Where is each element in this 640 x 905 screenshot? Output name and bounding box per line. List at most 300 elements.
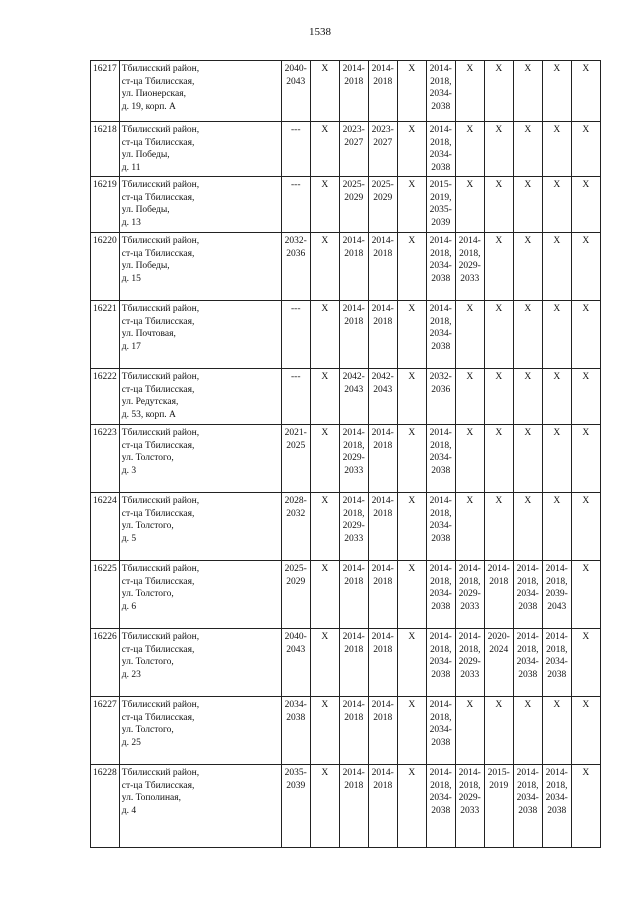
address-line: д. 3 — [121, 465, 137, 476]
schedule-cell — [484, 61, 513, 122]
address-line: ст-ца Тбилисская, — [121, 644, 195, 655]
address-line: ул. Победы, — [121, 150, 170, 161]
schedule-cell — [339, 233, 368, 301]
schedule-value: X — [524, 700, 532, 710]
schedule-value: 2038 — [431, 533, 451, 544]
schedule-cell — [571, 61, 600, 122]
schedule-value: X — [408, 496, 416, 506]
schedule-value: 2023- — [371, 125, 394, 135]
schedule-value: 2014- — [371, 768, 394, 778]
schedule-value: 2038 — [431, 162, 451, 173]
schedule-value: 2034- — [284, 700, 307, 710]
schedule-value: X — [321, 496, 329, 506]
schedule-value: 2018 — [373, 508, 393, 519]
schedule-value: 2035- — [284, 768, 307, 778]
schedule-value: 2018 — [373, 76, 393, 87]
schedule-value: X — [321, 180, 329, 190]
address-cell — [119, 233, 281, 301]
schedule-value: 2014- — [371, 496, 394, 506]
address-line: ул. Толстого, — [121, 453, 174, 464]
schedule-value: 2029 — [373, 192, 393, 203]
schedule-value: X — [408, 304, 416, 314]
schedule-cell — [310, 301, 339, 369]
schedule-value: 2034- — [429, 261, 452, 272]
schedule-value: 2014- — [545, 632, 568, 642]
schedule-value: X — [466, 496, 474, 506]
schedule-value: X — [408, 564, 416, 574]
row-number-cell: 16220 — [91, 233, 120, 301]
schedule-cell — [397, 425, 426, 493]
schedule-cell — [339, 61, 368, 122]
row-number-cell: 16225 — [91, 561, 120, 629]
schedule-cell — [368, 561, 397, 629]
schedule-value: X — [582, 236, 590, 246]
schedule-cell — [339, 493, 368, 561]
schedule-cell — [397, 493, 426, 561]
schedule-cell — [368, 177, 397, 233]
schedule-value: 2034- — [429, 521, 452, 532]
schedule-cell — [571, 765, 600, 848]
schedule-value: 2034- — [516, 657, 539, 668]
schedule-value: 2014- — [458, 564, 481, 574]
schedule-value: X — [524, 304, 532, 314]
schedule-cell — [542, 493, 571, 561]
schedule-value: 2018, — [430, 576, 452, 587]
schedule-value: X — [408, 236, 416, 246]
schedule-value: 2018, — [546, 576, 568, 587]
address-line: Тбилисский район, — [121, 700, 200, 710]
address-cell — [119, 765, 281, 848]
schedule-cell — [397, 177, 426, 233]
schedule-cell — [571, 369, 600, 425]
schedule-value: X — [553, 700, 561, 710]
schedule-value: 2029 — [286, 576, 306, 587]
schedule-value: 2018, — [546, 780, 568, 791]
schedule-value: 2033 — [460, 669, 480, 680]
schedule-value: X — [495, 372, 503, 382]
schedule-value: 2018 — [373, 248, 393, 259]
address-line: ул. Толстого, — [121, 589, 174, 600]
schedule-value: 2038 — [547, 669, 567, 680]
schedule-value: X — [408, 700, 416, 710]
schedule-value: 2038 — [518, 805, 538, 816]
schedule-value: X — [495, 304, 503, 314]
address-line: д. 17 — [121, 341, 141, 352]
schedule-cell — [571, 301, 600, 369]
schedule-value: X — [495, 700, 503, 710]
schedule-value: X — [495, 236, 503, 246]
schedule-value: 2043 — [344, 384, 364, 395]
schedule-value: 2018, — [430, 440, 452, 451]
row-number-cell: 16224 — [91, 493, 120, 561]
schedule-value: X — [495, 496, 503, 506]
schedule-value: 2019 — [489, 780, 509, 791]
address-line: ст-ца Тбилисская, — [121, 576, 195, 587]
table-row — [91, 61, 601, 122]
schedule-cell — [513, 561, 542, 629]
schedule-cell — [513, 233, 542, 301]
schedule-cell — [310, 233, 339, 301]
schedule-value: 2033 — [460, 601, 480, 612]
schedule-cell — [339, 177, 368, 233]
schedule-cell — [368, 425, 397, 493]
schedule-cell — [426, 122, 455, 177]
schedule-value: 2033 — [460, 805, 480, 816]
schedule-value: 2038 — [431, 101, 451, 112]
schedule-value: 2018 — [344, 316, 364, 327]
schedule-cell — [339, 765, 368, 848]
address-line: ст-ца Тбилисская, — [121, 76, 195, 87]
address-line: ул. Победы, — [121, 261, 170, 272]
schedule-value: 2024 — [489, 644, 509, 655]
schedule-value: 2018, — [459, 248, 481, 259]
schedule-value: 2033 — [344, 533, 364, 544]
schedule-cell — [455, 301, 484, 369]
address-line: ул. Тополиная, — [121, 793, 181, 804]
schedule-value: X — [408, 180, 416, 190]
schedule-value: X — [466, 304, 474, 314]
schedule-cell — [513, 301, 542, 369]
schedule-cell — [455, 765, 484, 848]
address-cell — [119, 369, 281, 425]
schedule-value: X — [408, 632, 416, 642]
schedule-value: 2018, — [430, 712, 452, 723]
schedule-value: 2018, — [430, 316, 452, 327]
address-line: д. 11 — [121, 162, 141, 173]
page-number: 1538 — [309, 26, 331, 38]
address-line: ст-ца Тбилисская, — [121, 780, 195, 791]
schedule-value: 2018 — [344, 248, 364, 259]
schedule-value: X — [321, 236, 329, 246]
schedule-value: 2034- — [429, 793, 452, 804]
address-cell — [119, 561, 281, 629]
schedule-value: --- — [291, 372, 301, 382]
schedule-value: 2014- — [429, 64, 452, 74]
schedule-cell — [426, 629, 455, 697]
schedule-value: 2032 — [286, 508, 306, 519]
schedule-cell — [542, 177, 571, 233]
schedule-value: 2018 — [489, 576, 509, 587]
schedule-value: 2018, — [430, 644, 452, 655]
schedule-value: 2014- — [342, 632, 365, 642]
schedule-value: 2015- — [487, 768, 510, 778]
address-line: ст-ца Тбилисская, — [121, 248, 195, 259]
row-number-cell: 16228 — [91, 765, 120, 848]
table-row — [91, 425, 601, 493]
schedule-cell — [426, 301, 455, 369]
schedule-cell — [455, 493, 484, 561]
schedule-value: 2038 — [431, 341, 451, 352]
schedule-value: 2038 — [431, 273, 451, 284]
schedule-value: 2029- — [342, 521, 365, 532]
schedule-value: 2018 — [373, 712, 393, 723]
schedule-value: X — [408, 428, 416, 438]
table-body — [91, 61, 601, 848]
schedule-value: 2025 — [286, 440, 306, 451]
schedule-value: 2029- — [342, 453, 365, 464]
schedule-value: 2018, — [430, 248, 452, 259]
schedule-value: 2034- — [545, 657, 568, 668]
schedule-value: 2014- — [342, 304, 365, 314]
schedule-value: 2018, — [343, 440, 365, 451]
schedule-value: 2043 — [373, 384, 393, 395]
schedule-cell — [513, 425, 542, 493]
address-cell — [119, 425, 281, 493]
schedule-cell — [368, 369, 397, 425]
schedule-value: 2014- — [342, 496, 365, 506]
address-line: Тбилисский район, — [121, 125, 200, 135]
schedule-value: 2014- — [429, 700, 452, 710]
schedule-value: 2032- — [284, 236, 307, 246]
schedule-cell — [368, 61, 397, 122]
schedule-value: X — [582, 428, 590, 438]
schedule-value: 2014- — [429, 236, 452, 246]
schedule-value: 2018 — [344, 76, 364, 87]
schedule-cell — [310, 61, 339, 122]
schedule-value: X — [582, 564, 590, 574]
schedule-cell — [455, 122, 484, 177]
schedule-cell — [571, 425, 600, 493]
schedule-cell — [513, 697, 542, 765]
schedule-value: X — [321, 125, 329, 135]
schedule-cell — [571, 233, 600, 301]
schedule-value: X — [321, 64, 329, 74]
address-line: д. 13 — [121, 217, 141, 228]
schedule-cell — [310, 122, 339, 177]
address-cell — [119, 122, 281, 177]
schedule-cell — [542, 561, 571, 629]
schedule-value: --- — [291, 125, 301, 135]
schedule-value: 2014- — [429, 304, 452, 314]
schedule-value: 2018 — [344, 712, 364, 723]
schedule-cell — [339, 561, 368, 629]
schedule-value: 2036 — [286, 248, 306, 259]
schedule-value: 2028- — [284, 496, 307, 506]
schedule-value: 2029- — [458, 657, 481, 668]
schedule-value: X — [321, 632, 329, 642]
schedule-value: 2034- — [429, 150, 452, 161]
schedule-value: 2014- — [371, 64, 394, 74]
schedule-value: 2021- — [284, 428, 307, 438]
schedule-cell — [426, 369, 455, 425]
schedule-value: X — [524, 236, 532, 246]
schedule-cell — [542, 629, 571, 697]
schedule-value: X — [524, 180, 532, 190]
schedule-cell — [310, 177, 339, 233]
schedule-cell — [513, 369, 542, 425]
address-line: д. 23 — [121, 669, 141, 680]
address-line: ст-ца Тбилисская, — [121, 508, 195, 519]
schedule-value: X — [321, 372, 329, 382]
schedule-cell — [397, 61, 426, 122]
schedule-cell — [281, 177, 310, 233]
schedule-value: 2023- — [342, 125, 365, 135]
schedule-value: X — [321, 564, 329, 574]
schedule-value: 2034- — [429, 453, 452, 464]
schedule-value: X — [466, 64, 474, 74]
address-line: ст-ца Тбилисская, — [121, 316, 195, 327]
address-line: Тбилисский район, — [121, 304, 200, 314]
schedule-cell — [310, 697, 339, 765]
schedule-value: X — [321, 768, 329, 778]
schedule-cell — [513, 765, 542, 848]
address-line: д. 5 — [121, 533, 137, 544]
schedule-value: 2014- — [429, 428, 452, 438]
schedule-value: X — [408, 768, 416, 778]
schedule-value: X — [553, 64, 561, 74]
schedule-cell — [397, 233, 426, 301]
schedule-cell — [513, 61, 542, 122]
schedule-cell — [310, 425, 339, 493]
schedule-cell — [397, 301, 426, 369]
schedule-value: X — [321, 700, 329, 710]
schedule-value: 2014- — [342, 236, 365, 246]
schedule-value: 2032- — [429, 372, 452, 382]
schedule-cell — [281, 425, 310, 493]
schedule-cell — [397, 561, 426, 629]
schedule-value: 2014- — [458, 768, 481, 778]
schedule-cell — [339, 629, 368, 697]
table-row — [91, 177, 601, 233]
table-row — [91, 233, 601, 301]
table-row — [91, 561, 601, 629]
address-line: Тбилисский район, — [121, 236, 200, 246]
schedule-value: X — [466, 125, 474, 135]
schedule-value: 2038 — [518, 601, 538, 612]
schedule-cell — [339, 697, 368, 765]
address-line: Тбилисский район, — [121, 64, 200, 74]
address-line: Тбилисский район, — [121, 372, 200, 382]
address-line: Тбилисский район, — [121, 180, 200, 190]
schedule-cell — [368, 765, 397, 848]
address-line: д. 25 — [121, 737, 141, 748]
schedule-cell — [542, 122, 571, 177]
schedule-value: 2033 — [460, 273, 480, 284]
schedule-value: 2018, — [459, 644, 481, 655]
schedule-value: 2018, — [430, 76, 452, 87]
schedule-value: X — [553, 180, 561, 190]
schedule-value: 2014- — [516, 564, 539, 574]
address-line: ул. Пионерская, — [121, 89, 186, 100]
address-cell — [119, 177, 281, 233]
schedule-cell — [426, 233, 455, 301]
schedule-cell — [571, 493, 600, 561]
schedule-cell — [397, 697, 426, 765]
schedule-value: 2029- — [458, 589, 481, 600]
schedule-value: --- — [291, 304, 301, 314]
schedule-value: X — [582, 180, 590, 190]
schedule-cell — [397, 122, 426, 177]
schedule-cell — [281, 697, 310, 765]
schedule-value: X — [524, 372, 532, 382]
address-line: ул. Толстого, — [121, 521, 174, 532]
schedule-value: 2040- — [284, 64, 307, 74]
address-line: ул. Победы, — [121, 205, 170, 216]
schedule-cell — [484, 561, 513, 629]
schedule-cell — [368, 629, 397, 697]
schedule-cell — [484, 177, 513, 233]
schedule-value: X — [408, 64, 416, 74]
schedule-value: 2034- — [545, 793, 568, 804]
row-number-cell: 16219 — [91, 177, 120, 233]
schedule-value: X — [495, 428, 503, 438]
address-line: ул. Толстого, — [121, 725, 174, 736]
address-line: ул. Почтовая, — [121, 329, 176, 340]
row-number-cell: 16217 — [91, 61, 120, 122]
schedule-cell — [513, 629, 542, 697]
schedule-value: X — [321, 428, 329, 438]
schedule-value: X — [582, 125, 590, 135]
schedule-value: X — [582, 304, 590, 314]
schedule-value: 2035- — [429, 205, 452, 216]
schedule-value: 2018, — [546, 644, 568, 655]
schedule-value: 2018 — [344, 576, 364, 587]
schedule-value: 2014- — [516, 768, 539, 778]
schedule-value: X — [524, 428, 532, 438]
address-line: д. 19, корп. А — [121, 101, 176, 112]
schedule-cell — [571, 122, 600, 177]
schedule-value: 2014- — [545, 768, 568, 778]
schedule-cell — [571, 629, 600, 697]
schedule-cell — [368, 697, 397, 765]
address-line: ул. Толстого, — [121, 657, 174, 668]
schedule-value: 2014- — [342, 564, 365, 574]
table-row — [91, 493, 601, 561]
schedule-value: 2014- — [371, 236, 394, 246]
table-row — [91, 697, 601, 765]
schedule-value: X — [553, 125, 561, 135]
schedule-value: 2034- — [429, 329, 452, 340]
schedule-cell — [426, 493, 455, 561]
schedule-value: X — [553, 372, 561, 382]
schedule-cell — [455, 233, 484, 301]
schedule-value: X — [582, 700, 590, 710]
schedule-value: 2014- — [371, 564, 394, 574]
schedule-value: 2014- — [516, 632, 539, 642]
schedule-cell — [484, 425, 513, 493]
table-row — [91, 629, 601, 697]
schedule-cell — [397, 629, 426, 697]
schedule-value: 2029 — [344, 192, 364, 203]
schedule-value: X — [553, 236, 561, 246]
schedule-value: 2034- — [516, 589, 539, 600]
schedule-cell — [281, 301, 310, 369]
row-number-cell: 16223 — [91, 425, 120, 493]
schedule-value: 2014- — [545, 564, 568, 574]
schedule-cell — [484, 122, 513, 177]
schedule-value: 2014- — [342, 700, 365, 710]
schedule-value: X — [524, 496, 532, 506]
schedule-value: 2015- — [429, 180, 452, 190]
schedule-value: X — [582, 496, 590, 506]
schedule-value: 2014- — [371, 700, 394, 710]
schedule-cell — [426, 177, 455, 233]
schedule-cell — [368, 122, 397, 177]
schedule-value: 2018 — [373, 576, 393, 587]
schedule-value: 2039- — [545, 589, 568, 600]
schedule-value: 2039 — [286, 780, 306, 791]
address-line: Тбилисский район, — [121, 768, 200, 778]
schedule-value: 2014- — [458, 236, 481, 246]
schedule-value: 2043 — [286, 644, 306, 655]
schedule-value: 2038 — [286, 712, 306, 723]
schedule-cell — [281, 493, 310, 561]
schedule-value: 2018, — [517, 644, 539, 655]
schedule-value: 2038 — [431, 737, 451, 748]
schedule-value: 2034- — [429, 725, 452, 736]
schedule-value: 2034- — [429, 589, 452, 600]
table-row — [91, 122, 601, 177]
